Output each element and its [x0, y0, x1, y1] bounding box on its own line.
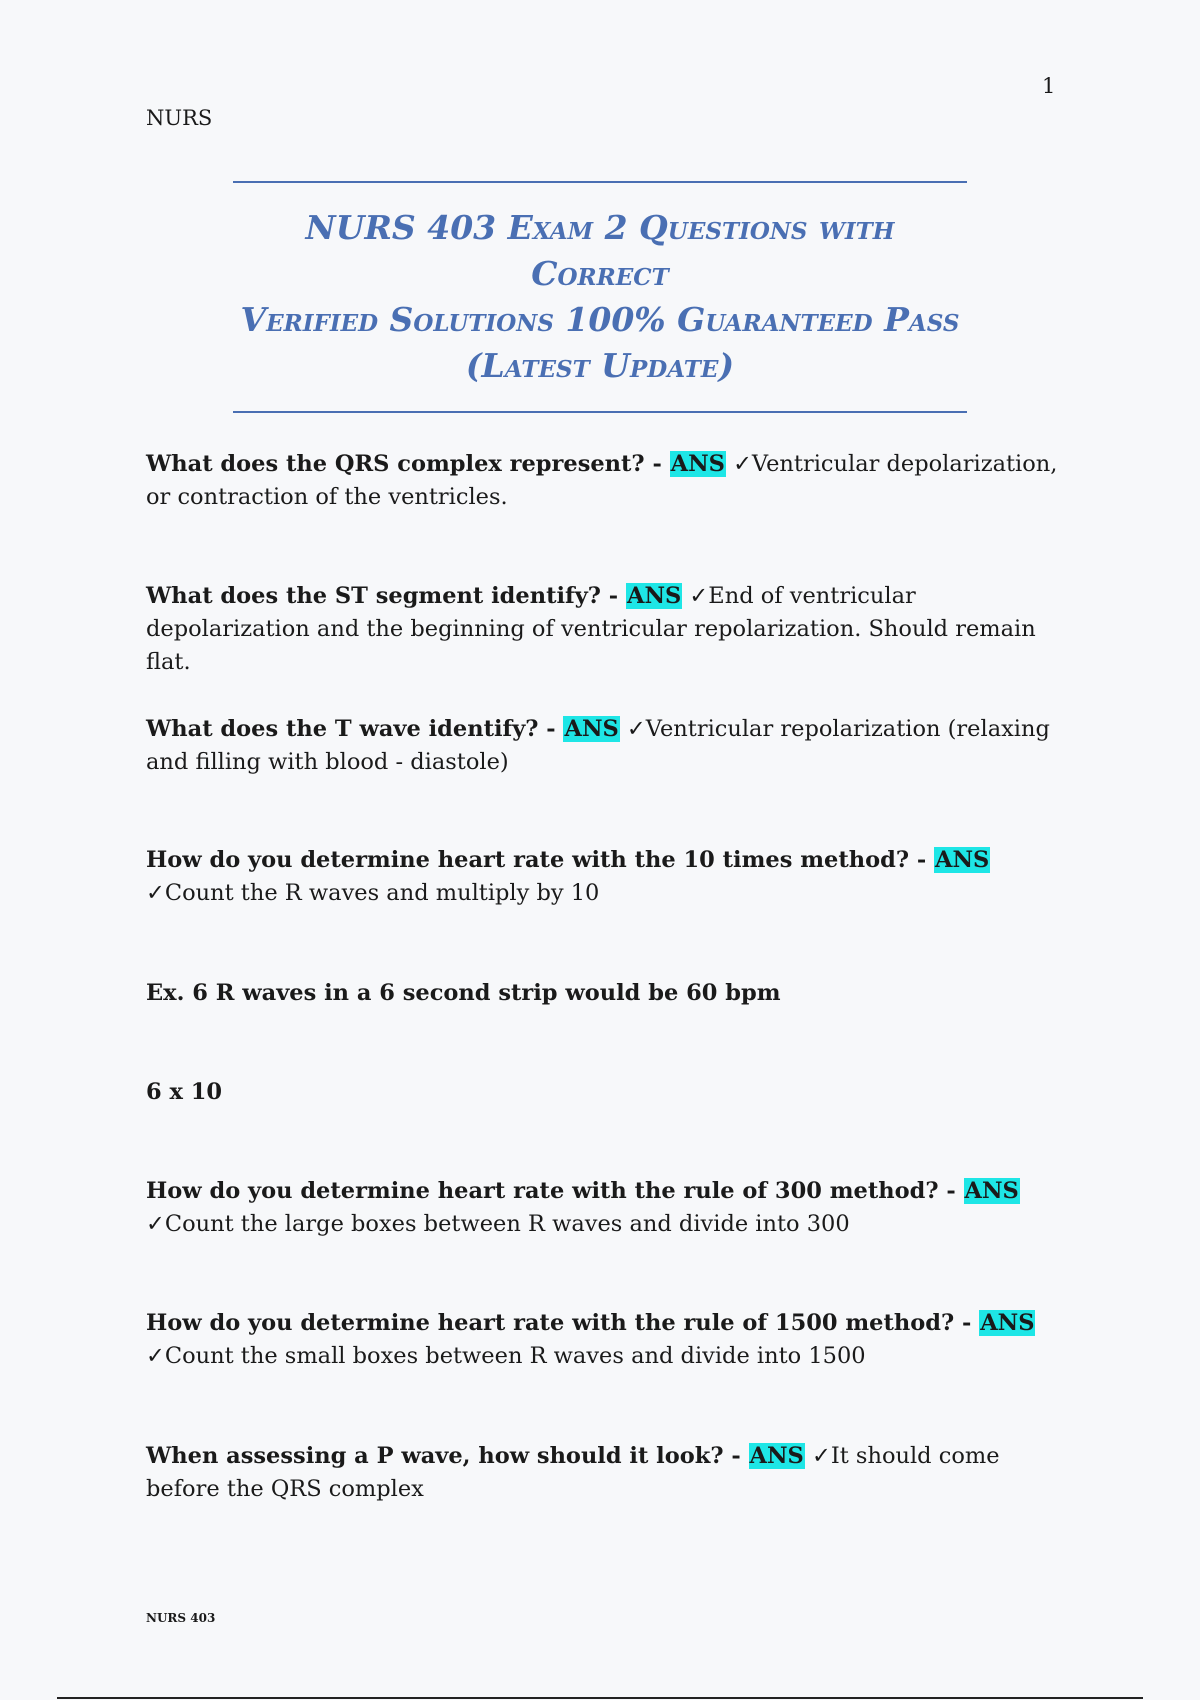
ans-badge: ANS	[935, 847, 990, 873]
footer-label: NURS 403	[146, 1611, 216, 1625]
ans-badge: ANS	[964, 1178, 1019, 1204]
title-line: (Latest Update)	[465, 346, 735, 385]
qa-item	[146, 713, 1066, 779]
check-icon: ✓	[689, 583, 709, 609]
question-text: What does the T wave identify? -	[146, 716, 564, 742]
check-icon: ✓	[146, 1343, 165, 1369]
title-line: NURS 403 Exam 2 Questions with Correct	[305, 208, 895, 293]
check-icon: ✓	[811, 1443, 831, 1469]
question-text: How do you determine heart rate with the rule of 300 method? -	[146, 1178, 964, 1204]
question-text: How do you determine heart rate with the rule of 1500 method? -	[146, 1310, 980, 1336]
page-number: 1	[1042, 74, 1056, 98]
qa-item	[146, 448, 1066, 514]
example-note: Ex. 6 R waves in a 6 second strip would be 60 bpm	[146, 980, 781, 1006]
calculation-note: 6 x 10	[146, 1079, 223, 1105]
qa-item	[146, 580, 1066, 679]
answer-text: Ventricular depolarization, or contraction of the ventricles.	[146, 451, 1058, 510]
qa-item	[146, 1440, 1066, 1506]
check-icon: ✓	[146, 880, 165, 906]
question-text: What does the ST segment identify? -	[146, 583, 626, 609]
check-icon: ✓	[626, 716, 646, 742]
ans-badge: ANS	[980, 1310, 1035, 1336]
title-line: Verified Solutions 100% Guaranteed Pass	[240, 300, 960, 339]
answer-text: Count the R waves and multiply by 10	[164, 880, 600, 906]
answer-text: Ventricular repolarization (relaxing and filling with blood - diastole)	[146, 716, 1050, 775]
qa-item	[146, 1307, 1066, 1373]
check-icon: ✓	[146, 1211, 165, 1237]
qa-item	[146, 844, 1066, 910]
question-text: What does the QRS complex represent? -	[146, 451, 670, 477]
ans-badge: ANS	[626, 583, 682, 609]
question-text: When assessing a P wave, how should it look? -	[146, 1443, 749, 1469]
answer-text: End of ventricular depolarization and the beginning of ventricular repolarization. Should remain flat.	[146, 583, 1036, 675]
answer-text: Count the large boxes between R waves and divide into 300	[164, 1211, 850, 1237]
qa-item	[146, 1175, 1066, 1241]
answer-text: Count the small boxes between R waves and divide into 1500	[164, 1343, 866, 1369]
check-icon: ✓	[733, 451, 752, 477]
footer-divider	[57, 1697, 1143, 1699]
ans-badge: ANS	[749, 1443, 804, 1469]
running-head: NURS	[146, 106, 213, 130]
answer-text: It should come before the QRS complex	[146, 1443, 1000, 1502]
ans-badge: ANS	[564, 716, 619, 742]
question-text: How do you determine heart rate with the 10 times method? -	[146, 847, 935, 873]
document-title	[233, 181, 967, 413]
ans-badge: ANS	[670, 451, 725, 477]
